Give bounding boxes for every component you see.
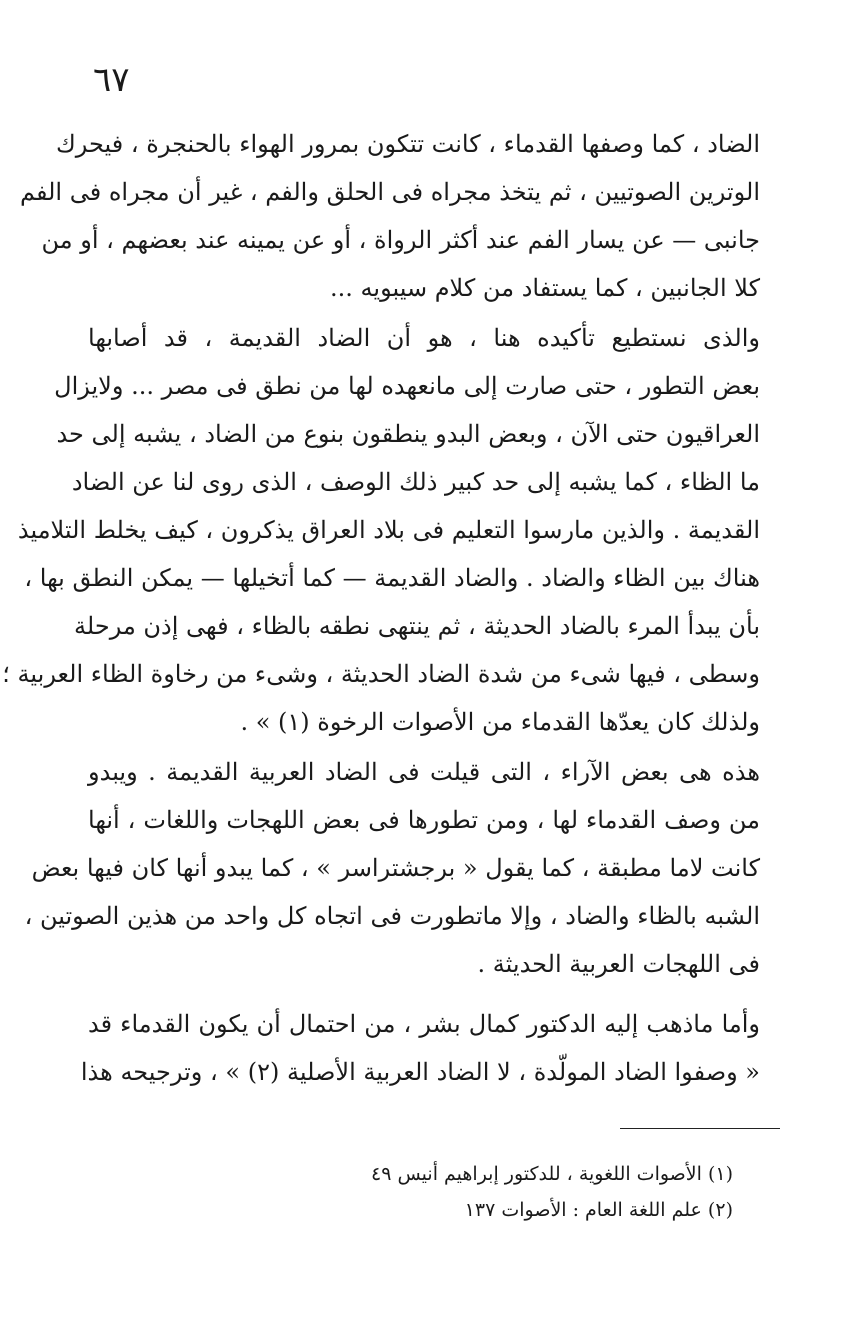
text-line: جانبى — عن يسار الفم عند أكثر الرواة ، أو عن يمينه عند بعضهم ، أو من [41,226,760,254]
paragraph-4 [80,1000,760,1096]
text-line: العراقيون حتى الآن ، وبعض البدو ينطقون بنوع من الضاد ، يشبه إلى حد [56,420,760,448]
text-line: بعض التطور ، حتى صارت إلى مانعهده لها من نطق فى مصر ... ولايزال [54,372,760,400]
text-line: بأن يبدأ المرء بالضاد الحديثة ، ثم ينتهى نطقه بالظاء ، فهى إذن مرحلة [74,612,760,640]
text-line: الضاد ، كما وصفها القدماء ، كانت تتكون بمرور الهواء بالحنجرة ، فيحرك [56,130,760,158]
footnote-item: (١) الأصوات اللغوية ، للدكتور إبراهيم أنيس ٤٩ [371,1163,733,1185]
text-line: من وصف القدماء لها ، ومن تطورها فى بعض اللهجات واللغات ، أنها [88,806,760,834]
paragraph-2 [2,314,760,746]
text-line: الشبه بالظاء والضاد ، وإلا ماتطورت فى اتجاه كل واحد من هذين الصوتين ، [24,902,760,930]
footnote-item: (٢) علم اللغة العام : الأصوات ١٣٧ [464,1199,733,1221]
text-line: « وصفوا الضاد المولّدة ، لا الضاد العربية الأصلية (٢) » ، وترجيحه هذا [80,1058,760,1086]
text-line: كلا الجانبين ، كما يستفاد من كلام سيبويه ... [330,274,760,302]
text-line: والذى نستطيع تأكيده هنا ، هو أن الضاد القديمة ، قد أصابها [88,324,760,352]
text-line: وسطى ، فيها شىء من شدة الضاد الحديثة ، وشىء من رخاوة الظاء العربية ؛ [2,660,760,688]
text-line: الوترين الصوتيين ، ثم يتخذ مجراه فى الحلق والفم ، غير أن مجراه فى الفم [20,178,760,206]
paragraph-1 [20,120,760,312]
footnote-separator [620,1128,780,1129]
text-line: ما الظاء ، كما يشبه إلى حد كبير ذلك الوصف ، الذى روى لنا عن الضاد [71,468,760,496]
page-number: ٦٧ [93,60,130,100]
text-line: هناك بين الظاء والضاد . والضاد القديمة — كما أتخيلها — يمكن النطق بها ، [24,564,760,592]
text-line: هذه هى بعض الآراء ، التى قيلت فى الضاد العربية القديمة . ويبدو [88,758,760,786]
text-line: وأما ماذهب إليه الدكتور كمال بشر ، من احتمال أن يكون القدماء قد [88,1010,760,1038]
text-line: ولذلك كان يعدّها القدماء من الأصوات الرخوة (١) » . [240,708,760,736]
text-line: فى اللهجات العربية الحديثة . [477,950,760,978]
text-line: كانت لاما مطبقة ، كما يقول « برجشتراسر » ، كما يبدو أنها كان فيها بعض [31,854,760,882]
text-line: القديمة . والذين مارسوا التعليم فى بلاد العراق يذكرون ، كيف يخلط التلاميذ [17,516,760,544]
footnotes [173,1156,733,1228]
paragraph-3 [24,748,760,988]
